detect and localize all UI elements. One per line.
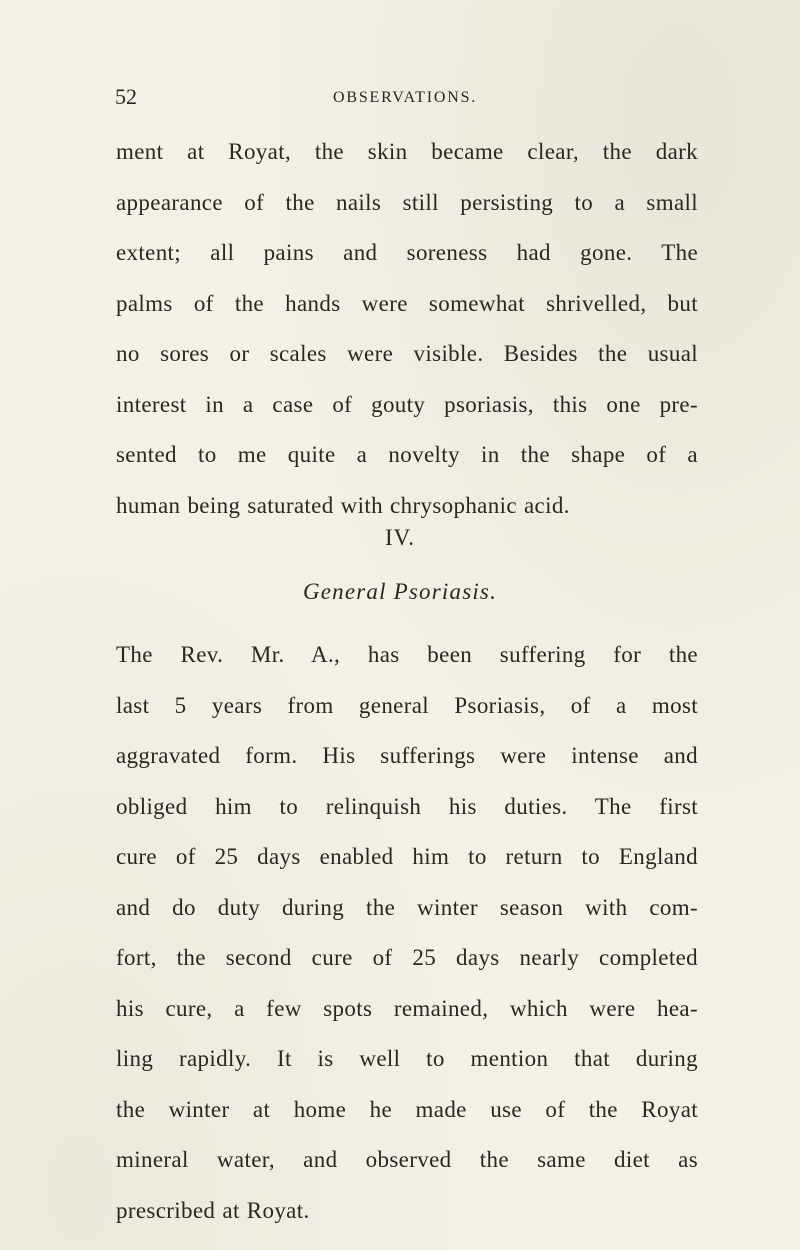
text-line: interest in a case of gouty psoriasis, this one pre-	[116, 391, 698, 417]
text-line: his cure, a few spots remained, which were hea-	[116, 995, 698, 1021]
text-line: the winter at home he made use of the Royat	[116, 1096, 698, 1122]
paragraph-continuation	[116, 127, 698, 531]
text-line: cure of 25 days enabled him to return to England	[116, 844, 698, 869]
case-paragraph	[116, 630, 698, 1236]
text-line: last 5 years from general Psoriasis, of a most	[116, 692, 698, 718]
text-line: The Rev. Mr. A., has been suffering for the	[116, 642, 698, 667]
running-head: OBSERVATIONS.	[333, 89, 478, 106]
text-line: ment at Royat, the skin became clear, the dark	[116, 139, 698, 164]
text-line: palms of the hands were somewhat shrivelled, but	[116, 290, 698, 316]
section-number: IV.	[384, 525, 416, 550]
text-line: human being saturated with chrysophanic acid.	[116, 492, 570, 518]
text-line: and do duty during the winter season with com-	[116, 894, 698, 920]
page-number: 52	[115, 84, 137, 109]
text-line: extent; all pains and soreness had gone. The	[116, 240, 698, 265]
text-line: obliged him to relinquish his duties. The first	[116, 793, 698, 819]
text-line: fort, the second cure of 25 days nearly completed	[116, 945, 698, 970]
text-line: aggravated form. His sufferings were intense and	[116, 743, 698, 768]
section-title: General Psoriasis.	[302, 579, 498, 604]
text-line: appearance of the nails still persisting to a small	[116, 189, 698, 215]
text-line: mineral water, and observed the same diet as	[116, 1147, 698, 1172]
text-line: ling rapidly. It is well to mention that during	[116, 1046, 698, 1071]
text-line: no sores or scales were visible. Besides the usual	[116, 341, 698, 366]
text-line: prescribed at Royat.	[116, 1197, 310, 1223]
page-header	[115, 82, 685, 112]
text-line: sented to me quite a novelty in the shape of a	[116, 442, 698, 467]
